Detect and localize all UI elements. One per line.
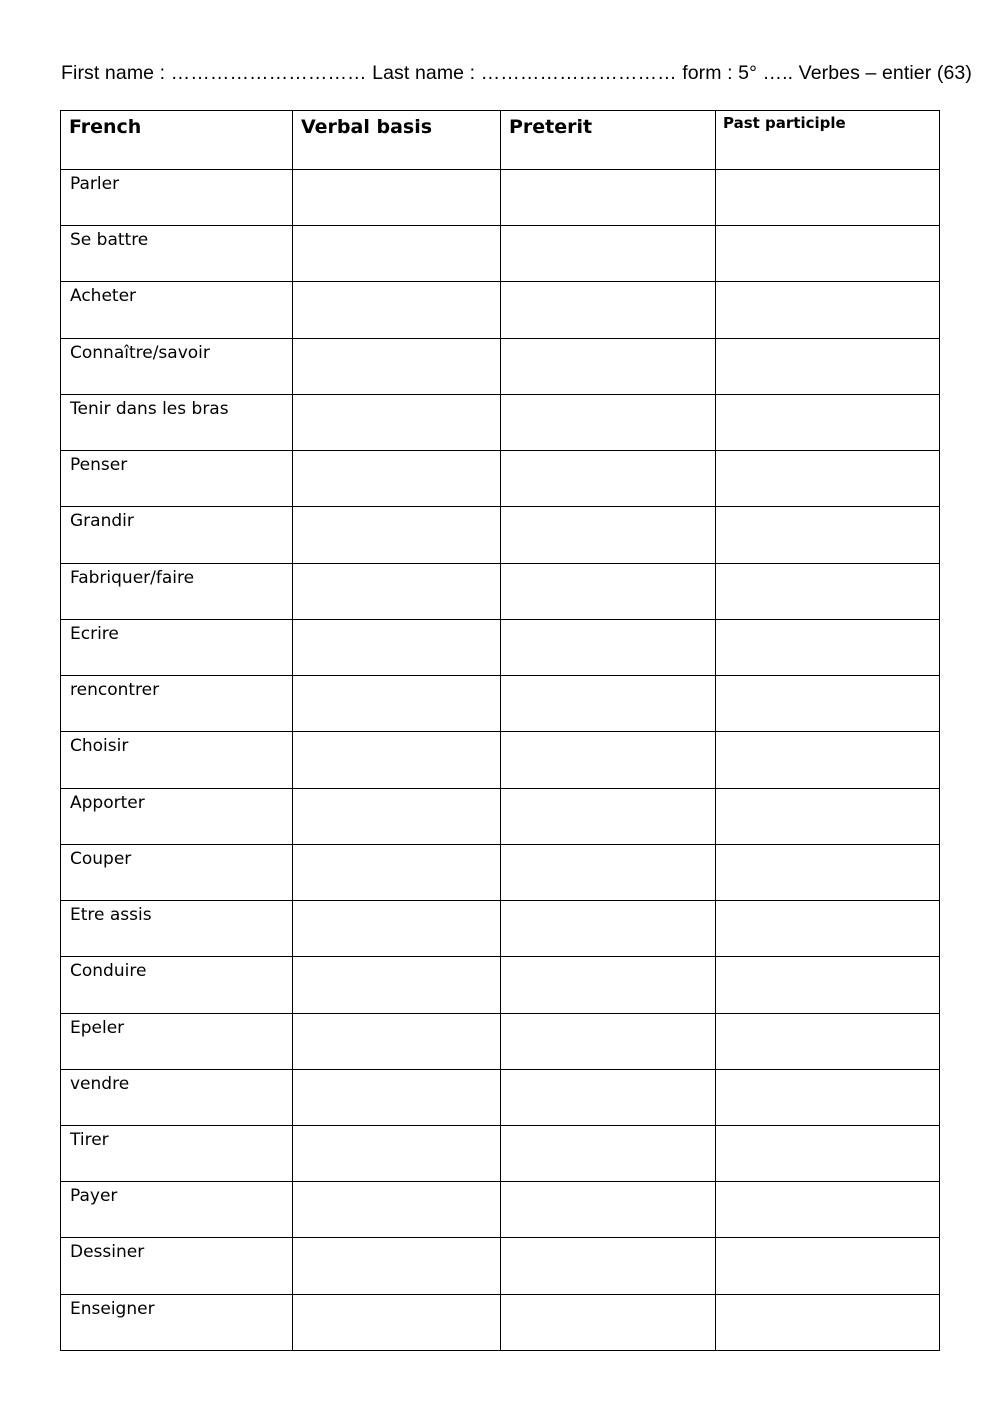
past-participle-answer-cell[interactable]: [716, 451, 940, 507]
french-verb: Connaître/savoir: [70, 342, 210, 363]
preterit-answer-cell[interactable]: [501, 1013, 716, 1069]
past-participle-answer-cell[interactable]: [716, 1294, 940, 1350]
past-participle-answer-cell[interactable]: [716, 507, 940, 563]
verbal-basis-answer-cell[interactable]: [293, 282, 501, 338]
verbal-basis-answer-cell[interactable]: [293, 676, 501, 732]
french-verb-cell: [61, 732, 293, 788]
preterit-answer-cell[interactable]: [501, 901, 716, 957]
french-verb-cell: [61, 1069, 293, 1125]
past-participle-answer-cell[interactable]: [716, 1238, 940, 1294]
verbal-basis-answer-cell[interactable]: [293, 451, 501, 507]
verbal-basis-answer-cell[interactable]: [293, 338, 501, 394]
french-verb: Acheter: [70, 286, 137, 307]
past-participle-answer-cell[interactable]: [716, 170, 940, 226]
column-header-label: Past participle: [723, 114, 846, 132]
table-row: [61, 1013, 940, 1069]
table-row: [61, 563, 940, 619]
french-verb-cell: [61, 282, 293, 338]
preterit-answer-cell[interactable]: [501, 957, 716, 1013]
french-verb-cell: [61, 957, 293, 1013]
preterit-answer-cell[interactable]: [501, 170, 716, 226]
preterit-answer-cell[interactable]: [501, 844, 716, 900]
table-header-row: [61, 111, 940, 170]
french-verb: Couper: [70, 848, 132, 869]
french-verb: Grandir: [70, 511, 134, 532]
verbal-basis-answer-cell[interactable]: [293, 957, 501, 1013]
french-verb: Payer: [70, 1186, 118, 1207]
table-row: [61, 844, 940, 900]
preterit-answer-cell[interactable]: [501, 226, 716, 282]
french-verb: Penser: [70, 455, 128, 476]
table-row: [61, 1238, 940, 1294]
column-header-label: French: [69, 116, 142, 138]
table-row: [61, 338, 940, 394]
preterit-answer-cell[interactable]: [501, 282, 716, 338]
table-row: [61, 788, 940, 844]
past-participle-answer-cell[interactable]: [716, 619, 940, 675]
french-verb: Dessiner: [70, 1242, 145, 1263]
table-row: [61, 901, 940, 957]
french-verb: rencontrer: [70, 680, 160, 701]
french-verb-cell: [61, 901, 293, 957]
french-verb-cell: [61, 1013, 293, 1069]
french-verb: Se battre: [70, 230, 149, 251]
french-verb: Epeler: [70, 1017, 125, 1038]
preterit-answer-cell[interactable]: [501, 732, 716, 788]
french-verb-cell: [61, 394, 293, 450]
french-verb-cell: [61, 1238, 293, 1294]
table-row: [61, 1069, 940, 1125]
french-verb: Conduire: [70, 961, 147, 982]
table-row: [61, 1125, 940, 1181]
french-verb: Etre assis: [70, 905, 152, 926]
table-row: [61, 226, 940, 282]
column-header-verbal-basis: [293, 111, 501, 170]
verbal-basis-answer-cell[interactable]: [293, 226, 501, 282]
verb-table-body: [61, 170, 940, 1351]
column-header-french: [61, 111, 293, 170]
table-row: [61, 394, 940, 450]
verbal-basis-answer-cell[interactable]: [293, 901, 501, 957]
past-participle-answer-cell[interactable]: [716, 1013, 940, 1069]
table-row: [61, 619, 940, 675]
french-verb: Parler: [70, 174, 120, 194]
column-header-preterit: [501, 111, 716, 170]
french-verb: Tirer: [70, 1129, 109, 1150]
french-verb: Apporter: [70, 792, 145, 813]
table-row: [61, 282, 940, 338]
past-participle-answer-cell[interactable]: [716, 732, 940, 788]
verbal-basis-answer-cell[interactable]: [293, 1294, 501, 1350]
verbal-basis-answer-cell[interactable]: [293, 1182, 501, 1238]
worksheet-header: First name : ………………………… Last name : ………………………… form : 5° ….. Verbes – entier (63): [61, 62, 972, 84]
preterit-answer-cell[interactable]: [501, 676, 716, 732]
french-verb-cell: [61, 676, 293, 732]
verbal-basis-answer-cell[interactable]: [293, 1013, 501, 1069]
past-participle-answer-cell[interactable]: [716, 901, 940, 957]
past-participle-answer-cell[interactable]: [716, 1125, 940, 1181]
column-header-label: Preterit: [509, 116, 593, 138]
table-row: [61, 507, 940, 563]
verbal-basis-answer-cell[interactable]: [293, 619, 501, 675]
preterit-answer-cell[interactable]: [501, 563, 716, 619]
past-participle-answer-cell[interactable]: [716, 563, 940, 619]
past-participle-answer-cell[interactable]: [716, 282, 940, 338]
past-participle-answer-cell[interactable]: [716, 226, 940, 282]
preterit-answer-cell[interactable]: [501, 1182, 716, 1238]
preterit-answer-cell[interactable]: [501, 788, 716, 844]
french-verb-cell: [61, 1182, 293, 1238]
preterit-answer-cell[interactable]: [501, 1238, 716, 1294]
french-verb-cell: [61, 1125, 293, 1181]
french-verb-cell: [61, 338, 293, 394]
french-verb-cell: [61, 619, 293, 675]
verbal-basis-answer-cell[interactable]: [293, 170, 501, 226]
preterit-answer-cell[interactable]: [501, 1069, 716, 1125]
verbal-basis-answer-cell[interactable]: [293, 1125, 501, 1181]
verbal-basis-answer-cell[interactable]: [293, 1238, 501, 1294]
verbal-basis-answer-cell[interactable]: [293, 507, 501, 563]
verbal-basis-answer-cell[interactable]: [293, 394, 501, 450]
table-row: [61, 957, 940, 1013]
column-header-label: Verbal basis: [301, 116, 433, 138]
past-participle-answer-cell[interactable]: [716, 394, 940, 450]
past-participle-answer-cell[interactable]: [716, 1069, 940, 1125]
verbal-basis-answer-cell[interactable]: [293, 844, 501, 900]
verb-table: [60, 110, 940, 1351]
column-header-past-participle: [716, 111, 940, 170]
verbal-basis-answer-cell[interactable]: [293, 1069, 501, 1125]
preterit-answer-cell[interactable]: [501, 1294, 716, 1350]
verbal-basis-answer-cell[interactable]: [293, 732, 501, 788]
french-verb-cell: [61, 844, 293, 900]
past-participle-answer-cell[interactable]: [716, 957, 940, 1013]
past-participle-answer-cell[interactable]: [716, 1182, 940, 1238]
preterit-answer-cell[interactable]: [501, 507, 716, 563]
french-verb: Fabriquer/faire: [70, 567, 195, 588]
french-verb-cell: [61, 563, 293, 619]
verbal-basis-answer-cell[interactable]: [293, 788, 501, 844]
table-row: [61, 170, 940, 226]
french-verb: Ecrire: [70, 623, 119, 644]
french-verb-cell: [61, 170, 293, 226]
french-verb: vendre: [70, 1073, 130, 1094]
french-verb-cell: [61, 226, 293, 282]
table-row: [61, 1182, 940, 1238]
french-verb-cell: [61, 507, 293, 563]
table-row: [61, 676, 940, 732]
french-verb-cell: [61, 451, 293, 507]
table-row: [61, 732, 940, 788]
preterit-answer-cell[interactable]: [501, 619, 716, 675]
verbal-basis-answer-cell[interactable]: [293, 563, 501, 619]
preterit-answer-cell[interactable]: [501, 394, 716, 450]
preterit-answer-cell[interactable]: [501, 338, 716, 394]
table-row: [61, 451, 940, 507]
french-verb-cell: [61, 1294, 293, 1350]
french-verb-cell: [61, 788, 293, 844]
past-participle-answer-cell[interactable]: [716, 676, 940, 732]
french-verb: Choisir: [70, 736, 129, 757]
past-participle-answer-cell[interactable]: [716, 338, 940, 394]
past-participle-answer-cell[interactable]: [716, 844, 940, 900]
preterit-answer-cell[interactable]: [501, 1125, 716, 1181]
table-row: [61, 1294, 940, 1350]
french-verb: Enseigner: [70, 1298, 155, 1319]
preterit-answer-cell[interactable]: [501, 451, 716, 507]
french-verb: Tenir dans les bras: [70, 398, 229, 419]
past-participle-answer-cell[interactable]: [716, 788, 940, 844]
